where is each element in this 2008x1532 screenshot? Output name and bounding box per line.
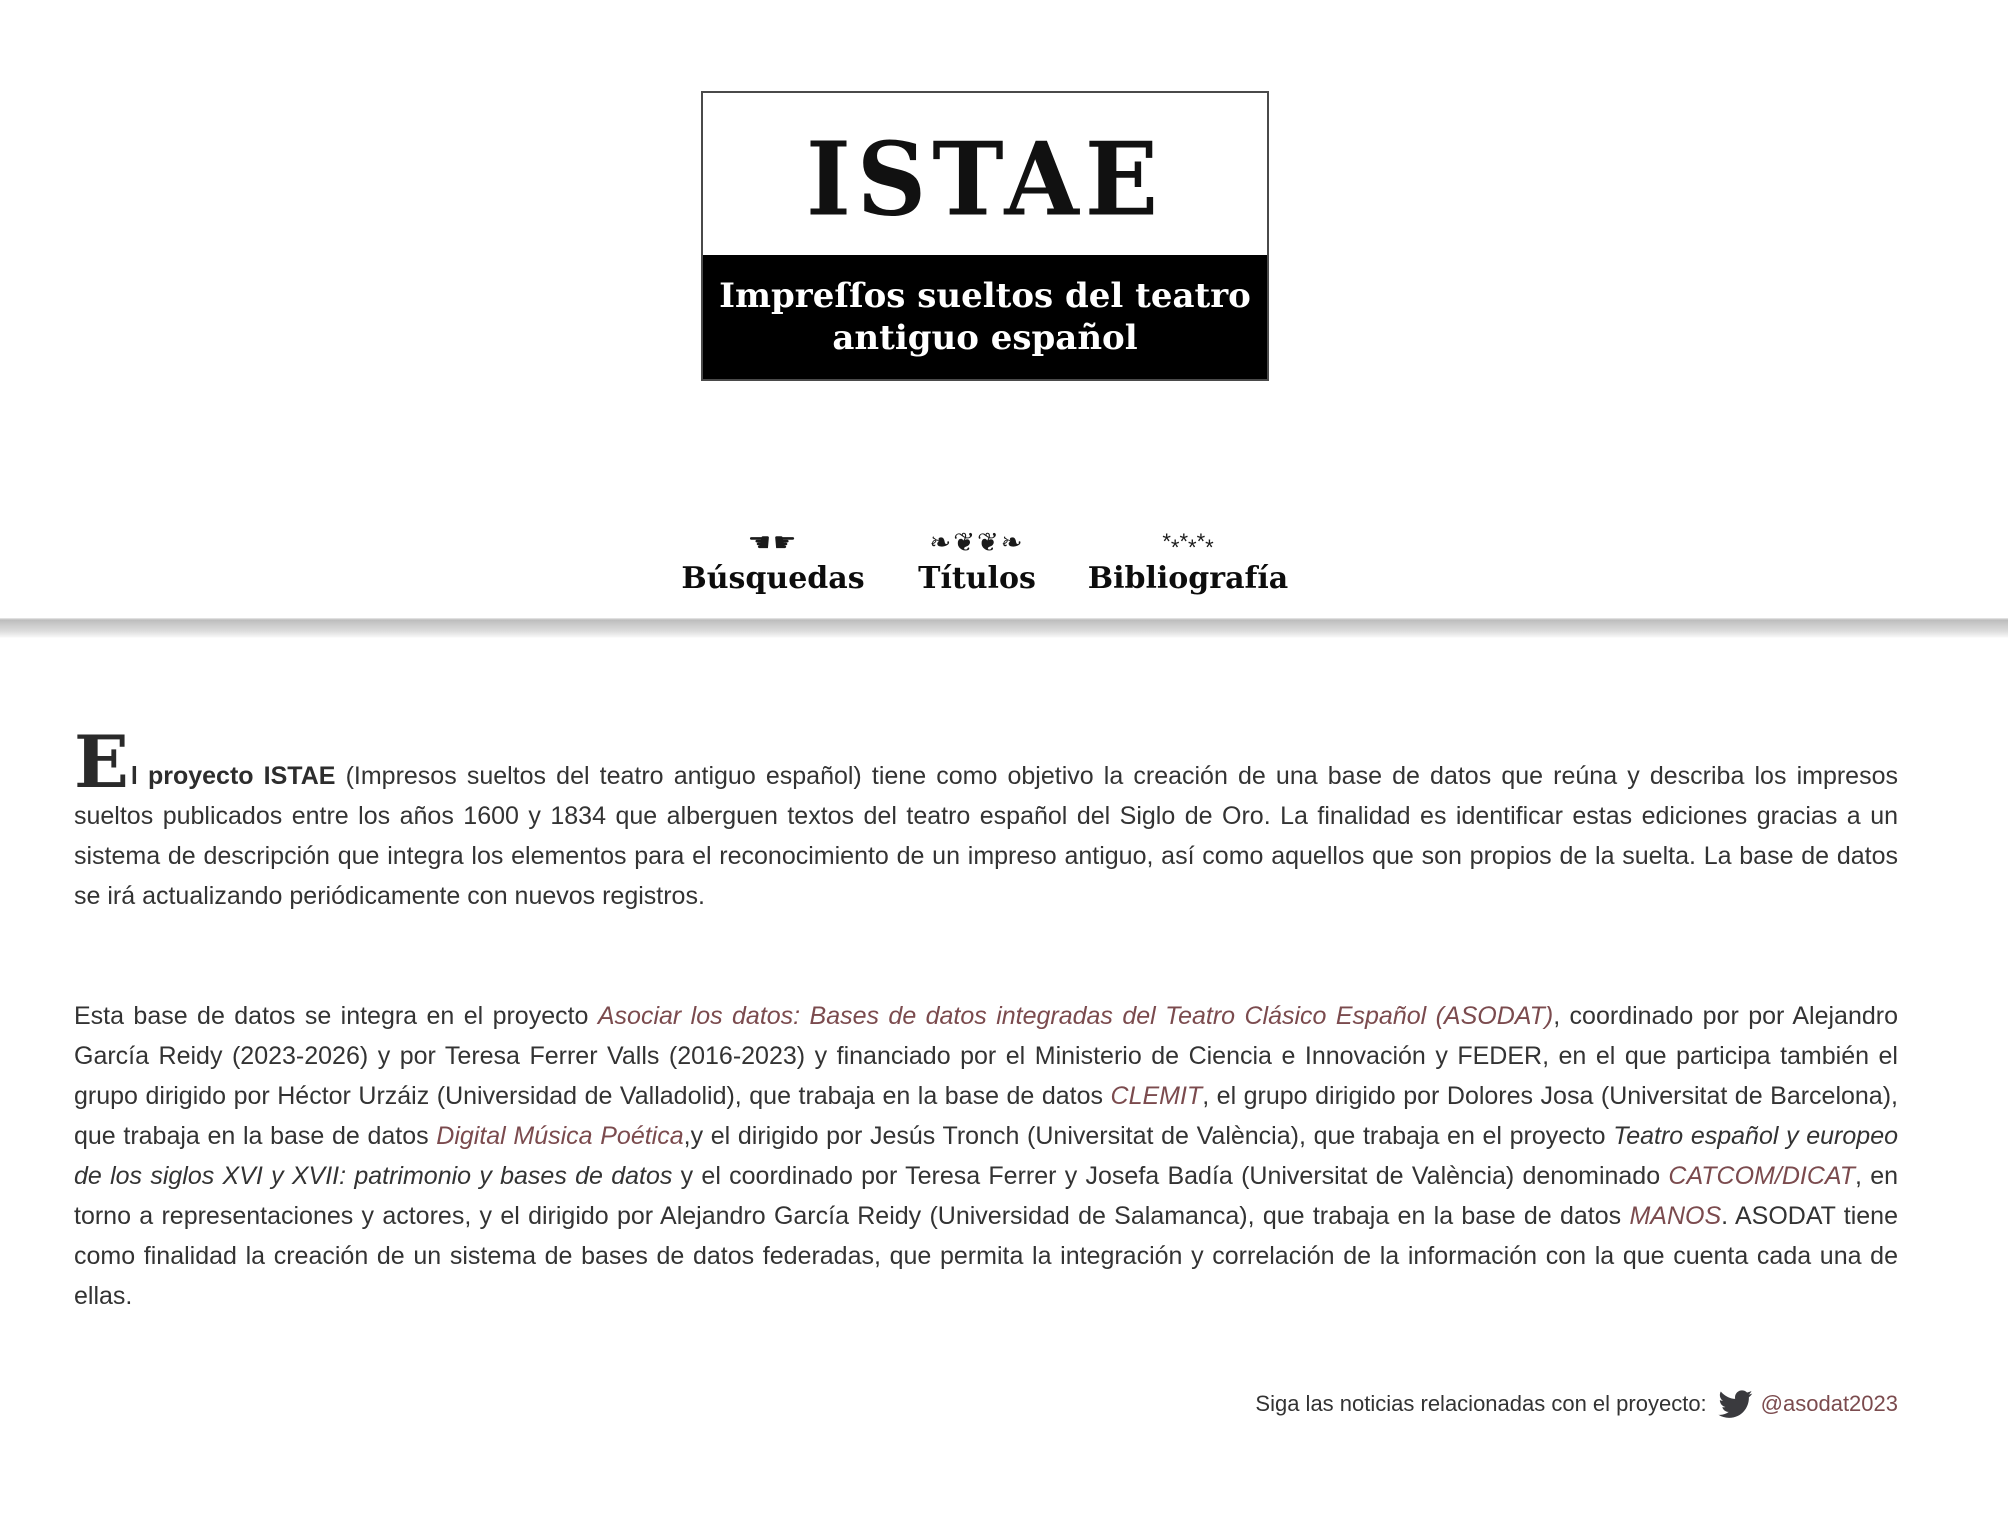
asodat-paragraph: Esta base de datos se integra en el proyecto Asociar los datos: Bases de datos integradas del Teatro Clásico Español (ASODAT), coordinado por por Alejandro García Reidy (2023-2026) y por Teresa Ferrer Valls (2016-2023) y financiado por el Ministerio de Ciencia e Innovación y FEDER, en el que participa también el grupo dirigido por Héctor Urzáiz (Universidad de Valladolid), que trabaja en la base de datos CLEMIT, el grupo dirigido por Dolores Josa (Universitat de Barcelona), que trabaja en la base de datos Digital Música Poética,y el dirigido por Jesús Tronch (Universitat de València), que trabaja en el proyecto Teatro español y europeo de los siglos XVI y XVII: patrimonio y bases de datos y el coordinado por Teresa Ferrer y Josefa Badía (Universitat de València) denominado CATCOM/DICAT, en torno a representaciones y actores, y el dirigido por Alejandro García Reidy (Universidad de Salamanca), que trabaja en la base de datos MANOS. ASODAT tiene como finalidad la creación de un sistema de bases de datos federadas, que permita la integración y correlación de la información con la que cuenta cada una de ellas. [74, 1002, 1899, 1310]
follow-text: Siga las noticias relacionadas con el proyecto: [1255, 1391, 1707, 1416]
drop-cap: E [74, 719, 129, 804]
logo-subtitle-line-1: Impreſſos sueltos del teatro [719, 276, 1251, 316]
intro-lead: l proyecto ISTAE [130, 762, 336, 790]
link-manos[interactable]: MANOS [1629, 1202, 1722, 1230]
follow-twitter [1255, 1386, 1898, 1422]
logo-subtitle-line-2: antiguo español [832, 318, 1138, 358]
main-content [74, 719, 1899, 1316]
fleuron-ornament-icon: ❧❦❦❧ [929, 527, 1025, 557]
nav-item-bibliografia[interactable] [1087, 525, 1289, 599]
nav-label-titulos: Títulos [918, 561, 1036, 596]
nav-item-titulos[interactable] [918, 525, 1036, 599]
link-digital-musica-poetica[interactable]: Digital Música Poética [436, 1122, 684, 1150]
nav-item-busquedas[interactable] [681, 525, 865, 599]
intro-text: (Impresos sueltos del teatro antiguo español) tiene como objetivo la creación de una base de datos que reúna y describa los impresos sueltos publicados entre los años 1600 y 1834 que alberguen textos del teatro español del Siglo de Oro. La finalidad es identificar estas ediciones gracias a un sistema de descripción que integra los elementos para el reconocimiento de un impreso antiguo, así como aquellos que son propios de la suelta. La base de datos se irá actualizando periódicamente con nuevos registros. [74, 762, 1898, 910]
twitter-handle-link[interactable]: @asodat2023 [1760, 1391, 1898, 1416]
pointing-hands-icon: ☚☛ [747, 527, 799, 557]
logo-title: ISTAE [805, 120, 1165, 239]
link-asodat[interactable]: Asociar los datos: Bases de datos integradas del Teatro Clásico Español (ASODAT) [597, 1002, 1554, 1030]
nav-label-bibliografia: Bibliografía [1087, 561, 1289, 596]
site-logo[interactable] [701, 91, 1269, 381]
project-title-italic: Teatro español y europeo de los siglos XVI y XVII: patrimonio y bases de datos [74, 1122, 1898, 1190]
nav-label-busquedas: Búsquedas [681, 561, 865, 596]
asterisks-icon: ****** [1162, 529, 1214, 560]
intro-paragraph [74, 719, 1898, 916]
logo-title-band [703, 93, 1267, 257]
link-catcom-dicat[interactable]: CATCOM/DICAT [1668, 1162, 1855, 1190]
link-clemit[interactable]: CLEMIT [1110, 1082, 1203, 1110]
main-nav [0, 525, 2008, 615]
header-shadow-divider [0, 618, 2008, 638]
twitter-bird-icon[interactable] [1717, 1387, 1755, 1421]
logo-subtitle-band [703, 255, 1267, 379]
